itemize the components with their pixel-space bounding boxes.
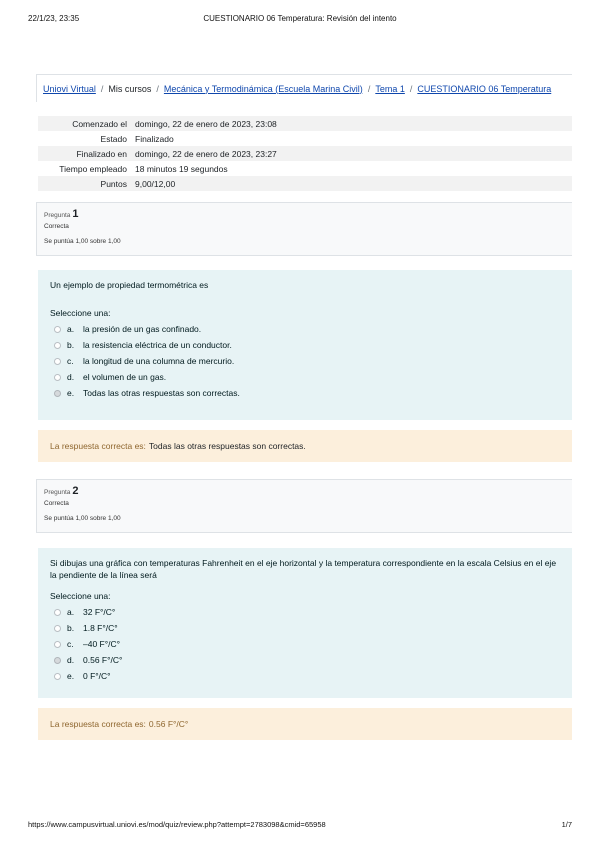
question-number-value: 1 (72, 208, 79, 220)
question-grade: Se puntúa 1,00 sobre 1,00 (44, 515, 121, 522)
question-2-info (36, 479, 572, 533)
option-letter: c. (67, 639, 74, 649)
summary-row-points (38, 176, 572, 191)
answer-prompt: Seleccione una: (50, 308, 111, 318)
radio-button[interactable] (54, 358, 61, 365)
question-text: Un ejemplo de propiedad termométrica es (50, 280, 209, 290)
summary-label: Estado (100, 133, 127, 144)
breadcrumb-item-tema[interactable]: Tema 1 (375, 83, 405, 94)
summary-row-state (38, 131, 572, 146)
answer-options (50, 604, 560, 684)
breadcrumb-separator: / (409, 83, 413, 94)
radio-button-selected[interactable] (54, 390, 61, 397)
radio-button[interactable] (54, 673, 61, 680)
summary-value: domingo, 22 de enero de 2023, 23:08 (135, 118, 277, 129)
summary-row-started (38, 116, 572, 131)
answer-option-e[interactable] (50, 668, 560, 684)
answer-options (50, 321, 560, 401)
radio-button[interactable] (54, 342, 61, 349)
option-text: 32 F°/C° (83, 607, 116, 617)
option-letter: d. (67, 655, 75, 665)
summary-row-finished (38, 146, 572, 161)
radio-button-selected[interactable] (54, 657, 61, 664)
question-state: Correcta (44, 223, 69, 230)
summary-value: domingo, 22 de enero de 2023, 23:27 (135, 148, 277, 159)
breadcrumb-item-course[interactable]: Mecánica y Termodinámica (Escuela Marina Civil) (163, 83, 363, 94)
answer-option-a[interactable] (50, 604, 560, 620)
option-text: 1.8 F°/C° (83, 623, 118, 633)
option-letter: a. (67, 607, 75, 617)
print-title: CUESTIONARIO 06 Temperatura: Revisión del intento (203, 14, 397, 23)
summary-label: Comenzado el (72, 118, 127, 129)
question-grade: Se puntúa 1,00 sobre 1,00 (44, 238, 121, 245)
feedback-label: La respuesta correcta es: (50, 441, 146, 451)
option-text: 0 F°/C° (83, 671, 111, 681)
option-text: –40 F°/C° (83, 639, 121, 649)
feedback-answer: 0.56 F°/C° (148, 719, 189, 729)
option-text: la longitud de una columna de mercurio. (83, 356, 235, 366)
summary-label: Finalizado en (76, 148, 127, 159)
radio-button[interactable] (54, 625, 61, 632)
page-number: 1/7 (561, 820, 572, 829)
option-text: el volumen de un gas. (83, 372, 167, 382)
answer-prompt: Seleccione una: (50, 591, 111, 601)
answer-option-e[interactable] (50, 385, 560, 401)
option-letter: e. (67, 671, 75, 681)
summary-label: Tiempo empleado (59, 163, 127, 174)
summary-row-time-taken (38, 161, 572, 176)
option-text: la resistencia eléctrica de un conductor. (83, 340, 232, 350)
option-letter: b. (67, 340, 75, 350)
breadcrumb-item-mis-cursos: Mis cursos (108, 83, 152, 94)
attempt-summary-table (38, 116, 572, 191)
radio-button[interactable] (54, 326, 61, 333)
option-letter: c. (67, 356, 74, 366)
question-prefix: Pregunta (44, 212, 71, 219)
question-1-formulation (38, 270, 572, 420)
breadcrumb-separator: / (100, 83, 104, 94)
question-1-feedback (38, 430, 572, 462)
option-letter: e. (67, 388, 75, 398)
radio-button[interactable] (54, 641, 61, 648)
feedback-answer: Todas las otras respuestas son correctas. (148, 441, 306, 451)
question-number (44, 208, 565, 220)
answer-option-d[interactable] (50, 652, 560, 668)
question-2-formulation (38, 548, 572, 698)
breadcrumb-item-uniovi-virtual[interactable]: Uniovi Virtual (43, 83, 96, 94)
question-number-value: 2 (72, 485, 79, 497)
print-footer (28, 820, 572, 832)
option-text: 0.56 F°/C° (83, 655, 123, 665)
option-letter: b. (67, 623, 75, 633)
question-prefix: Pregunta (44, 489, 71, 496)
print-header (28, 14, 572, 26)
option-text: la presión de un gas confinado. (83, 324, 202, 334)
option-letter: a. (67, 324, 75, 334)
option-text: Todas las otras respuestas son correctas. (83, 388, 240, 398)
question-text: Si dibujas una gráfica con temperaturas Fahrenheit en el eje horizontal y la temperatura correspondiente en la escala Celsius en el eje la pendiente de la línea será (50, 558, 557, 580)
question-2-feedback (38, 708, 572, 740)
question-1-info (36, 202, 572, 256)
answer-option-c[interactable] (50, 636, 560, 652)
question-number (44, 485, 565, 497)
print-url: https://www.campusvirtual.uniovi.es/mod/quiz/review.php?attempt=2783098&cmid=65958 (28, 820, 326, 829)
answer-option-a[interactable] (50, 321, 560, 337)
question-state: Correcta (44, 500, 69, 507)
breadcrumb-separator: / (367, 83, 371, 94)
radio-button[interactable] (54, 609, 61, 616)
breadcrumb-item-quiz[interactable]: CUESTIONARIO 06 Temperatura (417, 83, 552, 94)
summary-value: 9,00/12,00 (135, 178, 176, 189)
summary-label: Puntos (100, 178, 127, 189)
summary-value: 18 minutos 19 segundos (135, 163, 228, 174)
breadcrumb-separator: / (156, 83, 159, 94)
summary-value: Finalizado (135, 133, 174, 144)
print-date: 22/1/23, 23:35 (28, 14, 80, 23)
breadcrumb (36, 74, 572, 102)
answer-option-c[interactable] (50, 353, 560, 369)
radio-button[interactable] (54, 374, 61, 381)
feedback-label: La respuesta correcta es: (50, 719, 146, 729)
answer-option-b[interactable] (50, 337, 560, 353)
answer-option-b[interactable] (50, 620, 560, 636)
answer-option-d[interactable] (50, 369, 560, 385)
option-letter: d. (67, 372, 75, 382)
